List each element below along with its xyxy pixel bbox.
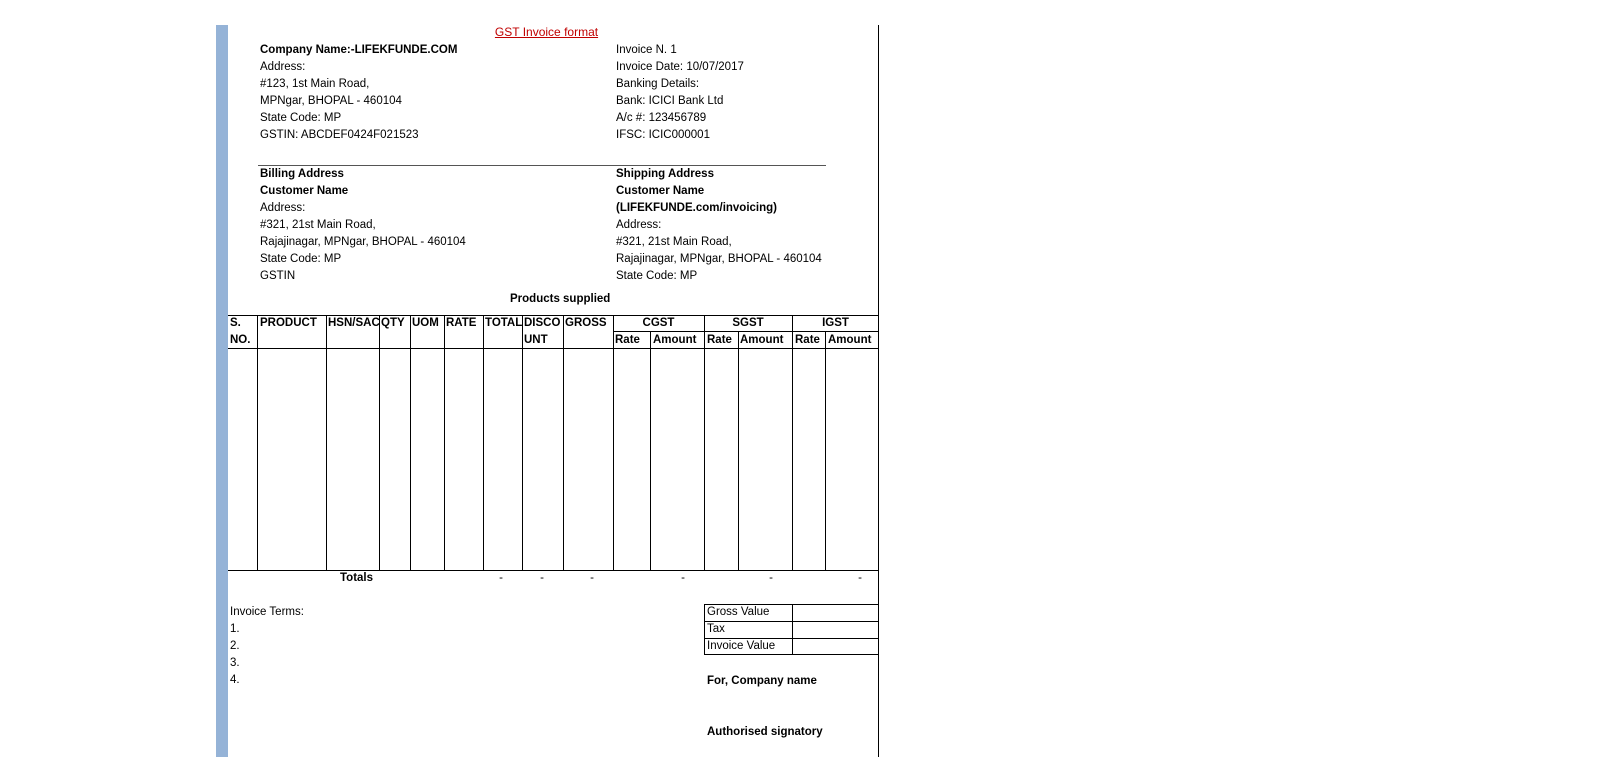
igst-rate-header: Rate [795, 334, 820, 346]
col-header-product: PRODUCT [260, 317, 317, 329]
invoice-date: Invoice Date: 10/07/2017 [616, 61, 744, 73]
col-header-sno: S. [230, 317, 241, 329]
col-header-hsn: HSN/SAC [328, 317, 380, 329]
col-divider [613, 315, 614, 570]
shipping-address-line2: Rajajinagar, MPNgar, BHOPAL - 460104 [616, 253, 822, 265]
shipping-state-code: State Code: MP [616, 270, 698, 282]
col-divider [483, 315, 484, 570]
sheet-sidebar [216, 25, 228, 757]
col-divider [410, 315, 411, 570]
col-divider [257, 315, 258, 570]
cgst-rate-header: Rate [615, 334, 640, 346]
table-subheader-line [613, 331, 879, 332]
bank-name: Bank: ICICI Bank Ltd [616, 95, 724, 107]
company-address-label: Address: [260, 61, 306, 73]
shipping-address-label: Address: [616, 219, 662, 231]
account-number: A/c #: 123456789 [616, 112, 707, 124]
invoice-value-label: Invoice Value [707, 640, 776, 652]
igst-amount-header: Amount [828, 334, 872, 346]
col-header-discount-cont: UNT [524, 334, 548, 346]
cgst-amount-header: Amount [653, 334, 697, 346]
col-divider [650, 331, 651, 570]
cgst-amount-dash: - [681, 572, 685, 584]
col-divider [444, 315, 445, 570]
billing-address-line2: Rajajinagar, MPNgar, BHOPAL - 460104 [260, 236, 466, 248]
summary-line [792, 604, 793, 655]
col-header-total: TOTAL [485, 317, 523, 329]
col-header-gross: GROSS [565, 317, 607, 329]
company-name: Company Name:-LIFEKFUNDE.COM [260, 44, 458, 56]
discount-dash: - [540, 572, 544, 584]
total-dash: - [499, 572, 503, 584]
col-header-uom: UOM [412, 317, 439, 329]
company-state-code: State Code: MP [260, 112, 342, 124]
authorised-signatory: Authorised signatory [707, 726, 823, 738]
products-caption: Products supplied [510, 293, 611, 305]
col-divider [704, 315, 705, 570]
terms-heading: Invoice Terms: [230, 606, 304, 618]
banking-details-label: Banking Details: [616, 78, 700, 90]
sgst-amount-dash: - [769, 572, 773, 584]
shipping-customer-name: Customer Name [616, 185, 705, 197]
gross-value-label: Gross Value [707, 606, 770, 618]
col-divider [738, 331, 739, 570]
terms-item-3: 3. [230, 657, 240, 669]
col-header-igst: IGST [822, 317, 849, 329]
company-address-line2: MPNgar, BHOPAL - 460104 [260, 95, 402, 107]
ifsc-code: IFSC: ICIC000001 [616, 129, 710, 141]
billing-customer-name: Customer Name [260, 185, 349, 197]
sgst-rate-header: Rate [707, 334, 732, 346]
col-divider [792, 315, 793, 570]
billing-state-code: State Code: MP [260, 253, 342, 265]
col-divider [522, 315, 523, 570]
section-divider [258, 165, 826, 166]
col-divider [825, 331, 826, 570]
terms-item-1: 1. [230, 623, 240, 635]
shipping-heading: Shipping Address [616, 168, 714, 180]
summary-line [704, 604, 705, 655]
company-gstin: GSTIN: ABCDEF0424F021523 [260, 129, 419, 141]
gross-dash: - [590, 572, 594, 584]
summary-box [704, 604, 879, 655]
sgst-amount-header: Amount [740, 334, 784, 346]
shipping-link: (LIFEKFUNDE.com/invoicing) [616, 202, 777, 214]
shipping-address-line1: #321, 21st Main Road, [616, 236, 732, 248]
igst-amount-dash: - [858, 572, 862, 584]
col-header-discount: DISCO [524, 317, 561, 329]
billing-heading: Billing Address [260, 168, 344, 180]
billing-address-label: Address: [260, 202, 306, 214]
terms-item-4: 4. [230, 674, 240, 686]
col-divider [563, 315, 564, 570]
invoice-title: GST Invoice format [494, 25, 599, 39]
col-header-qty: QTY [381, 317, 405, 329]
col-header-sgst: SGST [732, 317, 764, 329]
for-company-name: For, Company name [707, 675, 817, 687]
table-body-bottom [228, 570, 879, 571]
invoice-number: Invoice N. 1 [616, 44, 677, 56]
col-header-rate: RATE [446, 317, 477, 329]
col-divider [379, 315, 380, 570]
billing-gstin: GSTIN [260, 270, 296, 282]
col-header-cgst: CGST [642, 317, 675, 329]
company-address-line1: #123, 1st Main Road, [260, 78, 370, 90]
totals-label: Totals [340, 572, 374, 584]
tax-label: Tax [707, 623, 725, 635]
col-divider [326, 315, 327, 570]
col-header-sno-cont: NO. [230, 334, 251, 346]
terms-item-2: 2. [230, 640, 240, 652]
billing-address-line1: #321, 21st Main Road, [260, 219, 376, 231]
